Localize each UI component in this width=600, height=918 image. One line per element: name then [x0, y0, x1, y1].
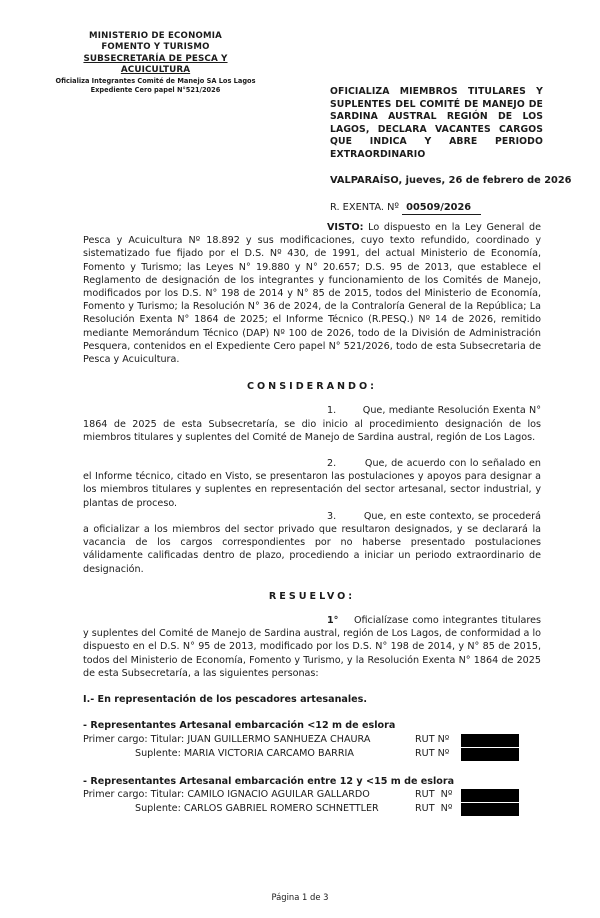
document-body	[83, 221, 541, 816]
group-title: - Representantes Artesanal embarcación entre 12 y <15 m de eslora	[83, 775, 455, 787]
resuelvo-heading: RESUELVO:	[268, 590, 356, 602]
rut-label: RUT Nº	[415, 747, 450, 759]
considerando-item-3: 3. Que, en este contexto, se procederá a oficializar a los miembros del sector privado que resultaron designados, y se declarará la vacancia de los cargos correspondientes por no haberse presentado postulaciones válidamente calificadas dentro de plazo, procediendo a iniciar un periodo extraordinario de designación.	[83, 510, 541, 575]
resolutive-text: Oficialízase como integrantes titulares y suplentes del Comité de Manejo de Sardina austral, región de Los Lagos, de conformidad a lo dispuesto en el D.S. N° 95 de 2013, modificado por los D.S. N° 198 de 2014, y N° 85 de 2015, todos del Ministerio de Economía, Fomento y Turismo, y la Resolución Exenta N° 1864 de 2025 de esta Subsecretaría, a las siguientes personas:	[83, 615, 541, 679]
resolutive-paragraph-1	[83, 614, 541, 680]
representative-group-12-15m	[83, 775, 541, 816]
resolution-number-line	[330, 202, 543, 213]
expediente-line: Expediente Cero papel N°521/2026	[90, 86, 221, 95]
member-role-label: Primer cargo: Titular:	[83, 733, 185, 745]
rut-redaction-box	[461, 789, 519, 802]
member-name: CAMILO IGNACIO AGUILAR GALLARDO	[187, 789, 370, 801]
considerando-item-1: 1. Que, mediante Resolución Exenta N° 1864 de 2025 de esta Subsecretaría, se dio inicio al procedimiento designación de los miembros titulares y suplentes del Comité de Manejo de Sardina austral, región de Los Lagos.	[83, 405, 541, 443]
member-role-label: Suplente:	[135, 803, 181, 815]
member-row	[83, 788, 541, 802]
rut-label: RUT Nº	[415, 803, 453, 815]
place-date-line: VALPARAÍSO, jueves, 26 de febrero de 2026	[330, 174, 572, 186]
materia-line: Oficializa Integrantes Comité de Manejo SA Los Lagos	[55, 76, 256, 85]
resolutive-number: 1°	[327, 615, 339, 627]
rut-label: RUT Nº	[415, 789, 453, 801]
member-row	[83, 733, 541, 747]
section-heading-artesanales: I.- En representación de los pescadores artesanales.	[83, 694, 368, 706]
member-name: MARIA VICTORIA CARCAMO BARRIA	[183, 747, 354, 759]
ministry-line: MINISTERIO DE ECONOMIA	[89, 31, 222, 41]
title-column	[330, 86, 572, 213]
member-row	[83, 802, 541, 816]
member-name: JUAN GUILLERMO SANHUEZA CHAURA	[187, 733, 371, 745]
group-title: - Representantes Artesanal embarcación <12 m de eslora	[83, 720, 396, 732]
rut-label: RUT Nº	[415, 733, 450, 745]
subsecretaria-line: SUBSECRETARÍA DE PESCA Y ACUICULTURA	[83, 53, 228, 76]
representative-group-under-12m	[83, 719, 541, 760]
visto-text: Lo dispuesto en la Ley General de Pesca y Acuicultura Nº 18.892 y sus modificaciones, cuyo texto refundido, coordinado y sistematizado fue fijado por el D.S. Nº 430, de 1991, del actual Ministerio de Economía, Fomento y Turismo; las Leyes N° 19.880 y N° 20.657; D.S. 95 de 2013, que establece el Reglamento de designación de los integrantes y funcionamiento de los Comités de Manejo, modificados por los D.S. N° 198 de 2014 y N° 85 de 2015, todos del Ministerio de Economía, Fomento y Turismo; la Resolución N° 36 de 2024, de la Contraloría General de la República; La Resolución Exenta N° 1864 de 2025; el Informe Técnico (R.PESQ.) Nº 14 de 2026, remitido mediante Memorándum Técnico (DAP) Nº 100 de 2026, todo de la División de Administración Pesquera, contenidos en el Expediente Cero papel N° 521/2026, todo de esta Subsecretaria de Pesca y Acuicultura.	[83, 222, 541, 366]
visto-label: VISTO:	[327, 222, 364, 233]
rut-redaction-box	[461, 748, 519, 761]
member-row	[83, 747, 541, 761]
resolution-summary: OFICIALIZA MIEMBROS TITULARES Y SUPLENTES DEL COMITÉ DE MANEJO DE SARDINA AUSTRAL REGIÓN DE LOS LAGOS, DECLARA VACANTES CARGOS QUE INDICA Y ABRE PERIODO EXTRAORDINARIO	[330, 86, 543, 160]
member-role-label: Suplente:	[135, 747, 181, 759]
rut-redaction-box	[461, 734, 519, 747]
considerando-heading: CONSIDERANDO:	[246, 381, 378, 393]
member-role-label: Primer cargo: Titular:	[83, 789, 185, 801]
member-name: CARLOS GABRIEL ROMERO SCHNETTLER	[183, 803, 379, 815]
resolution-number: 00509/2026	[402, 202, 481, 215]
resolution-number-label: R. EXENTA. Nº	[330, 201, 400, 213]
page-number: Página 1 de 3	[271, 892, 329, 902]
visto-paragraph	[83, 221, 541, 366]
ministry-subline: FOMENTO Y TURISMO	[101, 42, 210, 53]
rut-redaction-box	[461, 803, 519, 816]
letterhead	[48, 31, 263, 96]
considerando-item-2: 2. Que, de acuerdo con lo señalado en el Informe técnico, citado en Visto, se presentaron las postulaciones y apoyos para designar a los miembros titulares y suplentes en representación del sector artesanal, sector industrial, y plantas de proceso.	[83, 458, 541, 509]
